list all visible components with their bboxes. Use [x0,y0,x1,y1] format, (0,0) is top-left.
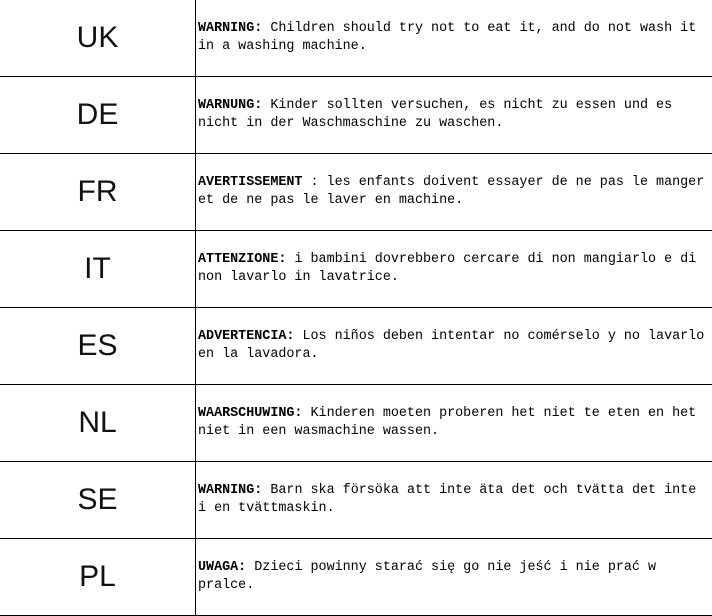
country-code: ES [0,308,196,385]
table-row [0,308,712,385]
table-row [0,0,712,77]
country-code: UK [0,0,196,77]
table-row [0,154,712,231]
warning-keyword: AVERTISSEMENT [198,175,302,190]
warning-text [196,462,712,539]
warning-keyword: WARNUNG: [198,98,262,113]
warning-body: Kinder sollten versuchen, es nicht zu essen und es nicht in der Waschmaschine zu waschen. [198,98,672,131]
country-code: NL [0,385,196,462]
warning-keyword: ATTENZIONE: [198,252,286,267]
table-row [0,462,712,539]
warning-body: : les enfants doivent essayer de ne pas le manger et de ne pas le laver en machine. [198,175,704,208]
warning-text [196,77,712,154]
warning-text [196,539,712,616]
warning-keyword: UWAGA: [198,560,246,575]
country-code: FR [0,154,196,231]
table-row [0,77,712,154]
table-row [0,539,712,616]
warning-keyword: ADVERTENCIA: [198,329,294,344]
warning-keyword: WARNING: [198,21,262,36]
warning-keyword: WARNING: [198,483,262,498]
warning-text [196,308,712,385]
warning-body: i bambini dovrebbero cercare di non mangiarlo e di non lavarlo in lavatrice. [198,252,696,285]
warning-text [196,231,712,308]
warning-text [196,385,712,462]
warning-body: Barn ska försöka att inte äta det och tvätta det inte i en tvättmaskin. [198,483,696,516]
warning-text [196,0,712,77]
country-code: PL [0,539,196,616]
country-code: DE [0,77,196,154]
warning-body: Los niños deben intentar no comérselo y no lavarlo en la lavadora. [198,329,704,362]
country-code: IT [0,231,196,308]
warning-body: Children should try not to eat it, and do not wash it in a washing machine. [198,21,696,54]
table-row [0,231,712,308]
warning-text [196,154,712,231]
warning-body: Kinderen moeten proberen het niet te eten en het niet in een wasmachine wassen. [198,406,696,439]
warning-body: Dzieci powinny starać się go nie jeść i nie prać w pralce. [198,560,656,593]
table-row [0,385,712,462]
country-code: SE [0,462,196,539]
warning-keyword: WAARSCHUWING: [198,406,302,421]
